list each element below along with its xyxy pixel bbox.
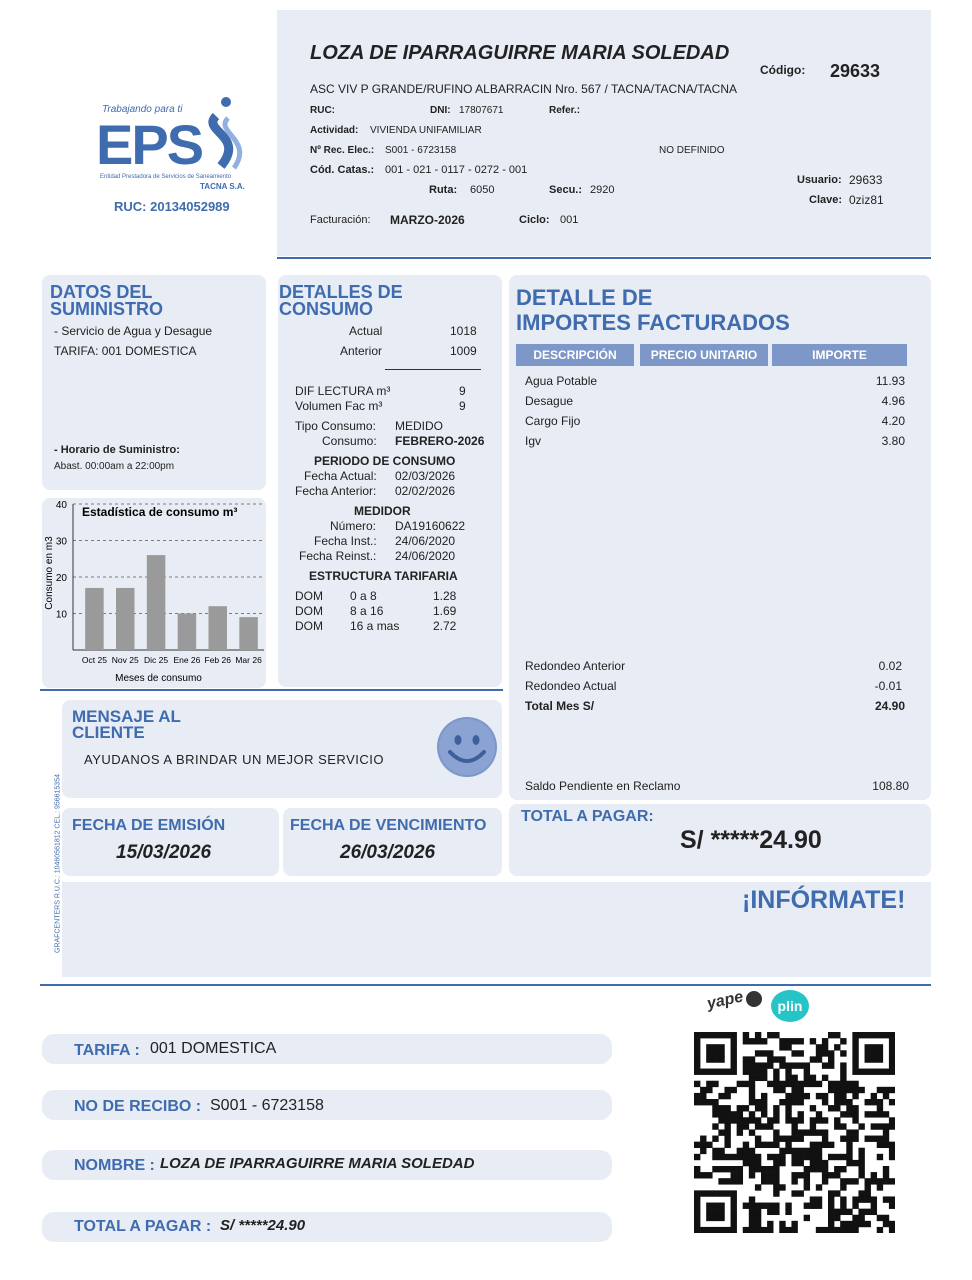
saldo-row <box>525 779 909 794</box>
ciclo-label: Ciclo: <box>519 214 550 226</box>
fecha-actual-label: Fecha Actual: <box>304 469 377 483</box>
total-mes-label: Total Mes S/ <box>525 699 595 713</box>
secu-label: Secu.: <box>549 184 583 196</box>
col-precio-unitario: PRECIO UNITARIO <box>640 344 768 366</box>
fecha-actual-value: 02/03/2026 <box>395 469 456 483</box>
stub-total-label: TOTAL A PAGAR : <box>74 1218 212 1235</box>
inst-value: 24/06/2020 <box>395 534 456 548</box>
printer-credit: GRAFCENTERS R.U.C.: 10460561812 CEL.: 956615354 <box>54 774 62 953</box>
tarifa-valor: 2.72 <box>433 619 457 633</box>
fecha-anterior-label: Fecha Anterior: <box>295 484 377 498</box>
consumo-title-1: DETALLES DE <box>279 282 403 302</box>
customer-name: LOZA DE IPARRAGUIRRE MARIA SOLEDAD <box>310 42 730 64</box>
actividad-value: VIVIENDA UNIFAMILIAR <box>370 125 482 136</box>
estructura-title: ESTRUCTURA TARIFARIA <box>309 569 458 583</box>
chart-bar <box>239 617 257 650</box>
total-value: S/ *****24.90 <box>680 826 822 854</box>
actual-value: 1018 <box>450 324 477 338</box>
stub-total-value: S/ *****24.90 <box>220 1217 306 1234</box>
importe-desc: Igv <box>525 434 542 448</box>
chart-ylabel: Consumo en m3 <box>44 536 55 610</box>
total-mes-value: 24.90 <box>874 699 905 713</box>
chart-title: Estadística de consumo m³ <box>82 505 238 519</box>
tarifa-rango: 0 a 8 <box>350 589 377 603</box>
logo-wave-icon <box>196 96 256 176</box>
smiley-icon <box>436 716 498 778</box>
chart-ytick-label: 10 <box>55 609 67 621</box>
plin-logo <box>771 990 809 1022</box>
stub-tarifa-value: 001 DOMESTICA <box>150 1040 277 1057</box>
emision-label: FECHA DE EMISIÓN <box>72 817 226 834</box>
vencimiento-label: FECHA DE VENCIMIENTO <box>290 817 487 834</box>
chart-xtick-label: Mar 26 <box>235 655 262 665</box>
lectura-rule <box>385 369 481 370</box>
dni-value: 17807671 <box>459 105 504 116</box>
ruta-label: Ruta: <box>429 184 458 196</box>
tarifa-valor: 1.28 <box>433 589 457 603</box>
chart-ytick-label: 30 <box>55 536 67 548</box>
customer-address: ASC VIV P GRANDE/RUFINO ALBARRACIN Nro. 567 / TACNA/TACNA/TACNA <box>310 82 737 96</box>
logo-ruc: RUC: 20134052989 <box>114 199 230 214</box>
vol-label: Volumen Fac m³ <box>295 399 383 413</box>
catas-label: Cód. Catas.: <box>310 164 375 176</box>
logo-tagline: Trabajando para ti <box>102 104 183 115</box>
dni-label: DNI: <box>430 105 451 116</box>
clave-value: 0ziz81 <box>849 193 884 207</box>
importe-value: 3.80 <box>881 434 905 448</box>
stub-tarifa-label: TARIFA : <box>74 1042 140 1059</box>
importe-row <box>525 374 905 389</box>
medidor-title: MEDIDOR <box>354 504 411 518</box>
chart-ytick-label: 20 <box>55 573 67 584</box>
tarifa-tipo: DOM <box>295 604 323 618</box>
logo-entity: Entidad Prestadora de Servicios de Saneamiento <box>100 174 232 180</box>
periodo-title: PERIODO DE CONSUMO <box>314 454 456 468</box>
informate-title: ¡INFÓRMATE! <box>742 886 906 914</box>
ruc-label: RUC: <box>310 105 335 116</box>
anterior-value: 1009 <box>450 344 477 358</box>
catas-value: 001 - 021 - 0117 - 0272 - 001 <box>385 164 528 176</box>
usuario-value: 29633 <box>849 173 883 187</box>
usuario-label: Usuario: <box>797 174 842 186</box>
stub-recibo-label: NO DE RECIBO : <box>74 1098 202 1115</box>
total-label: TOTAL A PAGAR: <box>521 808 654 825</box>
importes-title-2: IMPORTES FACTURADOS <box>516 310 790 335</box>
saldo-value: 108.80 <box>872 779 909 793</box>
tarifa-tipo: DOM <box>295 589 323 603</box>
suministro-title-2: SUMINISTRO <box>50 299 164 319</box>
inst-label: Fecha Inst.: <box>314 534 377 548</box>
chart-xlabel: Meses de consumo <box>115 673 202 684</box>
clave-label: Clave: <box>809 194 843 206</box>
consumo-label: Consumo: <box>322 434 377 448</box>
bottom-divider <box>40 984 931 986</box>
tarifa-row <box>295 589 475 604</box>
servicio-text: - Servicio de Agua y Desague <box>54 324 213 338</box>
yape-logo <box>706 988 745 1013</box>
numero-label: Número: <box>330 519 377 533</box>
redondeo-actual-label: Redondeo Actual <box>525 679 617 693</box>
tipo-label: Tipo Consumo: <box>295 419 376 433</box>
left-divider <box>40 689 503 691</box>
yape-text: yape <box>705 988 745 1013</box>
col-importe: IMPORTE <box>772 344 907 366</box>
chart-bar <box>178 614 197 651</box>
logo-letters: EPS <box>96 113 203 176</box>
consumo-value: FEBRERO-2026 <box>395 434 485 448</box>
fecha-anterior-value: 02/02/2026 <box>395 484 456 498</box>
stub-nombre-value: LOZA DE IPARRAGUIRRE MARIA SOLEDAD <box>160 1155 475 1172</box>
total-mes-row <box>525 699 905 714</box>
codigo-label: Código: <box>760 63 806 77</box>
tarifa-valor: 1.69 <box>433 604 457 618</box>
chart-bar <box>209 606 228 650</box>
tarifa-row <box>295 604 475 619</box>
rec-label: Nº Rec. Elec.: <box>310 145 375 156</box>
saldo-label: Saldo Pendiente en Reclamo <box>525 779 681 793</box>
tarifa-row <box>295 619 475 634</box>
horario-label: - Horario de Suministro: <box>54 444 180 456</box>
consumo-chart <box>38 496 268 688</box>
mensaje-title-2: CLIENTE <box>72 723 145 742</box>
header-divider <box>277 257 931 259</box>
facturacion-value: MARZO-2026 <box>390 213 465 227</box>
chart-xtick-label: Nov 25 <box>111 655 139 665</box>
tarifa-tipo: DOM <box>295 619 323 633</box>
logo-city: TACNA S.A. <box>200 182 245 191</box>
mensaje-text: AYUDANOS A BRINDAR UN MEJOR SERVICIO <box>84 752 384 767</box>
dif-value: 9 <box>459 384 466 398</box>
importe-value: 4.20 <box>881 414 905 428</box>
codigo-value: 29633 <box>830 61 881 81</box>
numero-value: DA19160622 <box>395 519 466 533</box>
mensaje-title-1: MENSAJE AL <box>72 707 181 726</box>
consumo-title-2: CONSUMO <box>279 299 373 319</box>
redondeo-anterior-value: 0.02 <box>878 659 902 673</box>
importe-row <box>525 394 905 409</box>
tarifa-rango: 16 a mas <box>350 619 400 633</box>
reinst-value: 24/06/2020 <box>395 549 456 563</box>
company-logo <box>96 96 256 216</box>
vencimiento-date: 26/03/2026 <box>340 842 436 863</box>
emision-date: 15/03/2026 <box>116 842 212 863</box>
chart-ytick-label: 40 <box>55 500 67 511</box>
importe-desc: Desague <box>525 394 574 408</box>
tarifa-rango: 8 a 16 <box>350 604 384 618</box>
no-definido: NO DEFINIDO <box>659 145 725 156</box>
col-descripcion: DESCRIPCIÓN <box>516 344 634 366</box>
importe-desc: Cargo Fijo <box>525 414 581 428</box>
facturacion-label: Facturación: <box>310 214 371 226</box>
redondeo-anterior-row <box>525 659 902 674</box>
importe-row <box>525 414 905 429</box>
ciclo-value: 001 <box>560 214 579 226</box>
redondeo-actual-row <box>525 679 902 694</box>
qr-code <box>694 1032 895 1233</box>
chart-bar <box>85 588 104 650</box>
chart-xtick-label: Oct 25 <box>81 655 107 665</box>
actividad-label: Actividad: <box>310 125 359 136</box>
importes-title-1: DETALLE DE <box>516 285 653 310</box>
horario-value: Abast. 00:00am a 22:00pm <box>54 461 175 472</box>
anterior-label: Anterior <box>340 344 383 358</box>
importe-row <box>525 434 905 449</box>
importe-value: 11.93 <box>875 374 905 388</box>
importe-desc: Agua Potable <box>525 374 598 388</box>
suministro-title-1: DATOS DEL <box>50 282 153 302</box>
importe-value: 4.96 <box>881 394 905 408</box>
ruta-value: 6050 <box>470 184 495 196</box>
chart-bar <box>147 555 166 650</box>
chart-bar <box>116 588 135 650</box>
tarifa-text: TARIFA: 001 DOMESTICA <box>54 344 197 358</box>
chart-xtick-label: Feb 26 <box>204 655 231 665</box>
stub-nombre-label: NOMBRE : <box>74 1157 155 1174</box>
yape-badge-icon <box>746 991 762 1007</box>
reinst-label: Fecha Reinst.: <box>299 549 377 563</box>
actual-label: Actual <box>349 324 383 338</box>
plin-text: plin <box>777 998 803 1014</box>
secu-value: 2920 <box>590 184 615 196</box>
refer-label: Refer.: <box>549 105 581 116</box>
redondeo-anterior-label: Redondeo Anterior <box>525 659 626 673</box>
redondeo-actual-value: -0.01 <box>874 679 902 693</box>
chart-xtick-label: Ene 26 <box>173 655 201 665</box>
vol-value: 9 <box>459 399 466 413</box>
tipo-value: MEDIDO <box>395 419 443 433</box>
dif-label: DIF LECTURA m³ <box>295 384 391 398</box>
rec-value: S001 - 6723158 <box>385 145 457 156</box>
chart-xtick-label: Dic 25 <box>144 655 169 665</box>
stub-recibo-value: S001 - 6723158 <box>210 1097 324 1114</box>
